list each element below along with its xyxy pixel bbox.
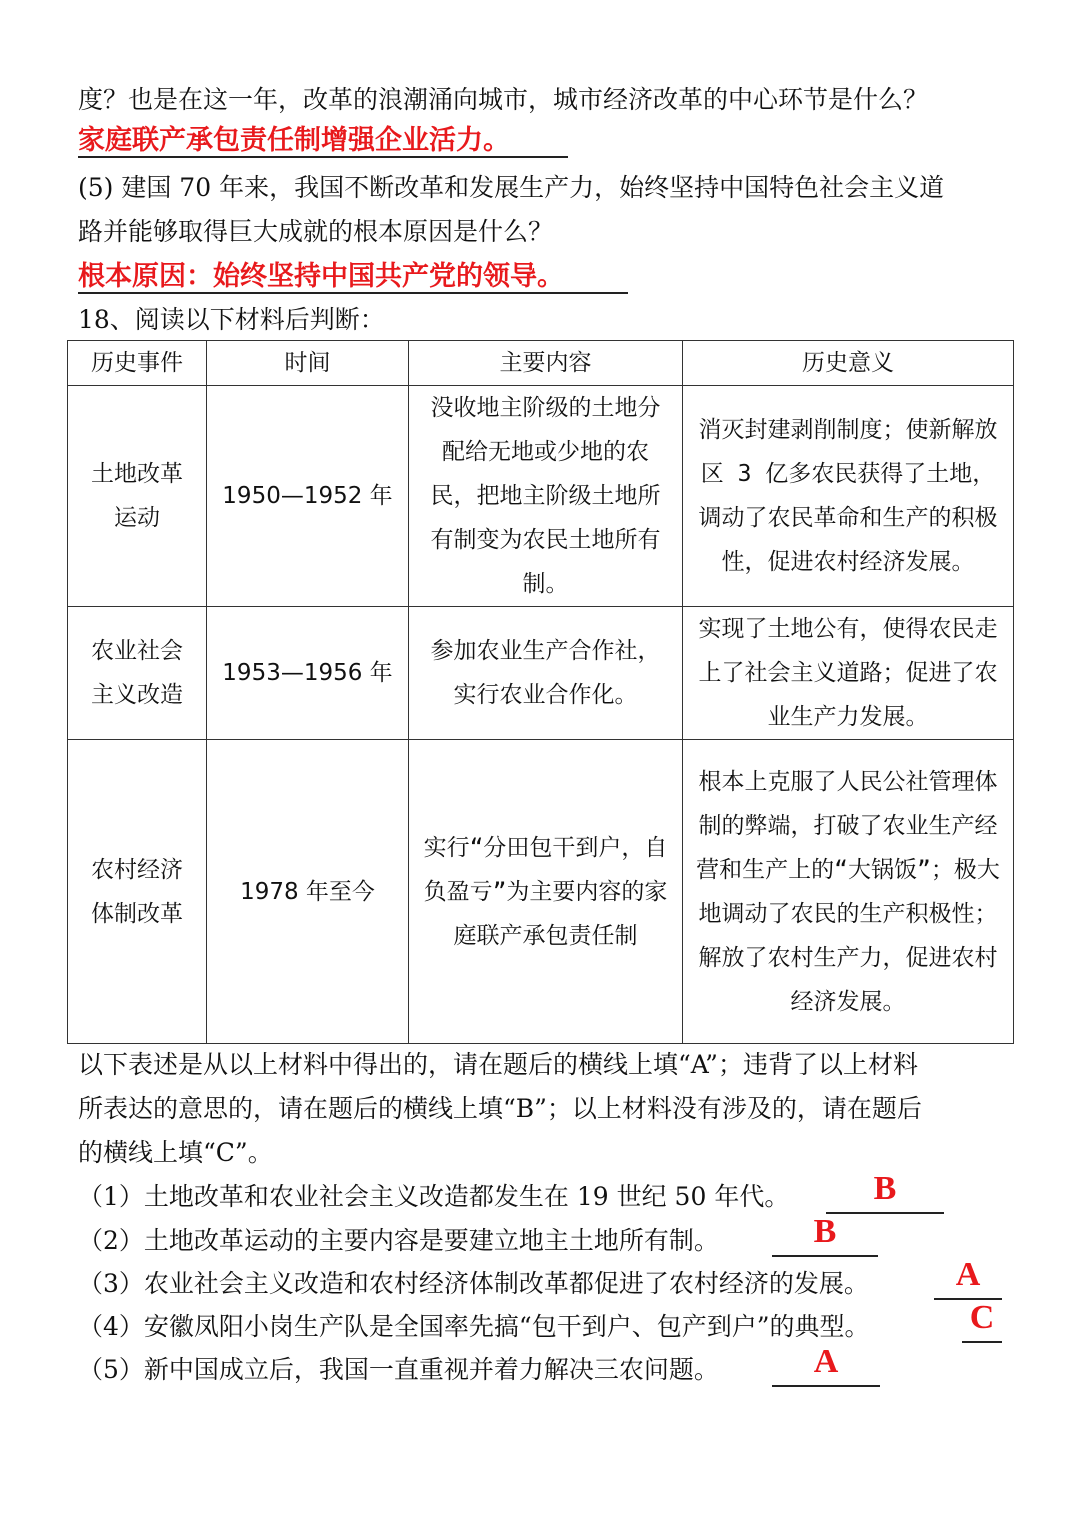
statement-1: （1）土地改革和农业社会主义改造都发生在 19 世纪 50 年代。	[78, 1182, 790, 1211]
time-cell: 1950—1952 年	[207, 386, 409, 607]
answer-4: 家庭联产承包责任制增强企业活力。	[78, 125, 510, 156]
table-header-row	[68, 341, 1014, 386]
significance-cell: 根本上克服了人民公社管理体制的弊端，打破了农业生产经营和生产上的“大锅饭”；极大地调动了农民的生产积极性；解放了农村生产力，促进农村经济发展。	[683, 740, 1014, 1044]
table-row	[68, 740, 1014, 1044]
answer-letter-4: C	[969, 1299, 995, 1336]
instructions-line-1: 以下表述是从以上材料中得出的，请在题后的横线上填“A”；违背了以上材料	[78, 1050, 918, 1079]
statement-3: （3）农业社会主义改造和农村经济体制改革都促进了农村经济的发展。	[78, 1269, 869, 1298]
instructions-line-2: 所表达的意思的，请在题后的横线上填“B”；以上材料没有涉及的，请在题后	[78, 1094, 922, 1123]
answer-letter-5: A	[813, 1343, 839, 1380]
answer-blank-5[interactable]	[772, 1343, 880, 1387]
header-content: 主要内容	[409, 341, 683, 386]
answer-blank-2[interactable]	[772, 1213, 878, 1257]
significance-cell: 消灭封建剥削制度；使新解放区 3 亿多农民获得了土地，调动了农民革命和生产的积极性，促进农村经济发展。	[683, 386, 1014, 607]
answer-5: 根本原因：始终坚持中国共产党的领导。	[78, 261, 564, 292]
table-row	[68, 607, 1014, 740]
event-cell: 土地改革运动	[68, 386, 207, 607]
answer-letter-2: B	[813, 1213, 837, 1250]
answer-blank-4[interactable]	[962, 1299, 1002, 1343]
answer-blank-3[interactable]	[934, 1256, 1002, 1300]
time-cell: 1978 年至今	[207, 740, 409, 1044]
blank-underline	[772, 1385, 880, 1387]
answer-letter-3: A	[955, 1256, 981, 1293]
answer-5-underline	[78, 292, 628, 294]
header-event: 历史事件	[68, 341, 207, 386]
event-cell: 农业社会主义改造	[68, 607, 207, 740]
instructions-line-3: 的横线上填“C”。	[78, 1138, 273, 1167]
question-4-tail: 度？也是在这一年，改革的浪潮涌向城市，城市经济改革的中心环节是什么？	[78, 85, 929, 114]
statement-4: （4）安徽凤阳小岗生产队是全国率先搞“包干到户、包产到户”的典型。	[78, 1312, 870, 1341]
question-5-line-1: (5) 建国 70 年来，我国不断改革和发展生产力，始终坚持中国特色社会主义道	[78, 173, 945, 202]
history-table	[67, 340, 1014, 1044]
header-time: 时间	[207, 341, 409, 386]
answer-letter-1: B	[873, 1170, 897, 1207]
header-significance: 历史意义	[683, 341, 1014, 386]
significance-cell: 实现了土地公有，使得农民走上了社会主义道路；促进了农业生产力发展。	[683, 607, 1014, 740]
time-cell: 1953—1956 年	[207, 607, 409, 740]
content-cell: 实行“分田包干到户，自负盈亏”为主要内容的家庭联产承包责任制	[409, 740, 683, 1044]
blank-underline	[962, 1341, 1002, 1343]
table-row	[68, 386, 1014, 607]
blank-underline	[772, 1255, 878, 1257]
content-cell: 没收地主阶级的土地分配给无地或少地的农民，把地主阶级土地所有制变为农民土地所有制。	[409, 386, 683, 607]
answer-blank-1[interactable]	[826, 1170, 944, 1214]
question-5-line-2: 路并能够取得巨大成就的根本原因是什么？	[78, 217, 554, 246]
content-cell: 参加农业生产合作社，实行农业合作化。	[409, 607, 683, 740]
statement-2: （2）土地改革运动的主要内容是要建立地主土地所有制。	[78, 1226, 719, 1255]
question-18-title: 18、阅读以下材料后判断：	[78, 305, 385, 334]
statement-5: （5）新中国成立后，我国一直重视并着力解决三农问题。	[78, 1355, 719, 1384]
answer-4-underline	[78, 156, 568, 158]
event-cell: 农村经济体制改革	[68, 740, 207, 1044]
